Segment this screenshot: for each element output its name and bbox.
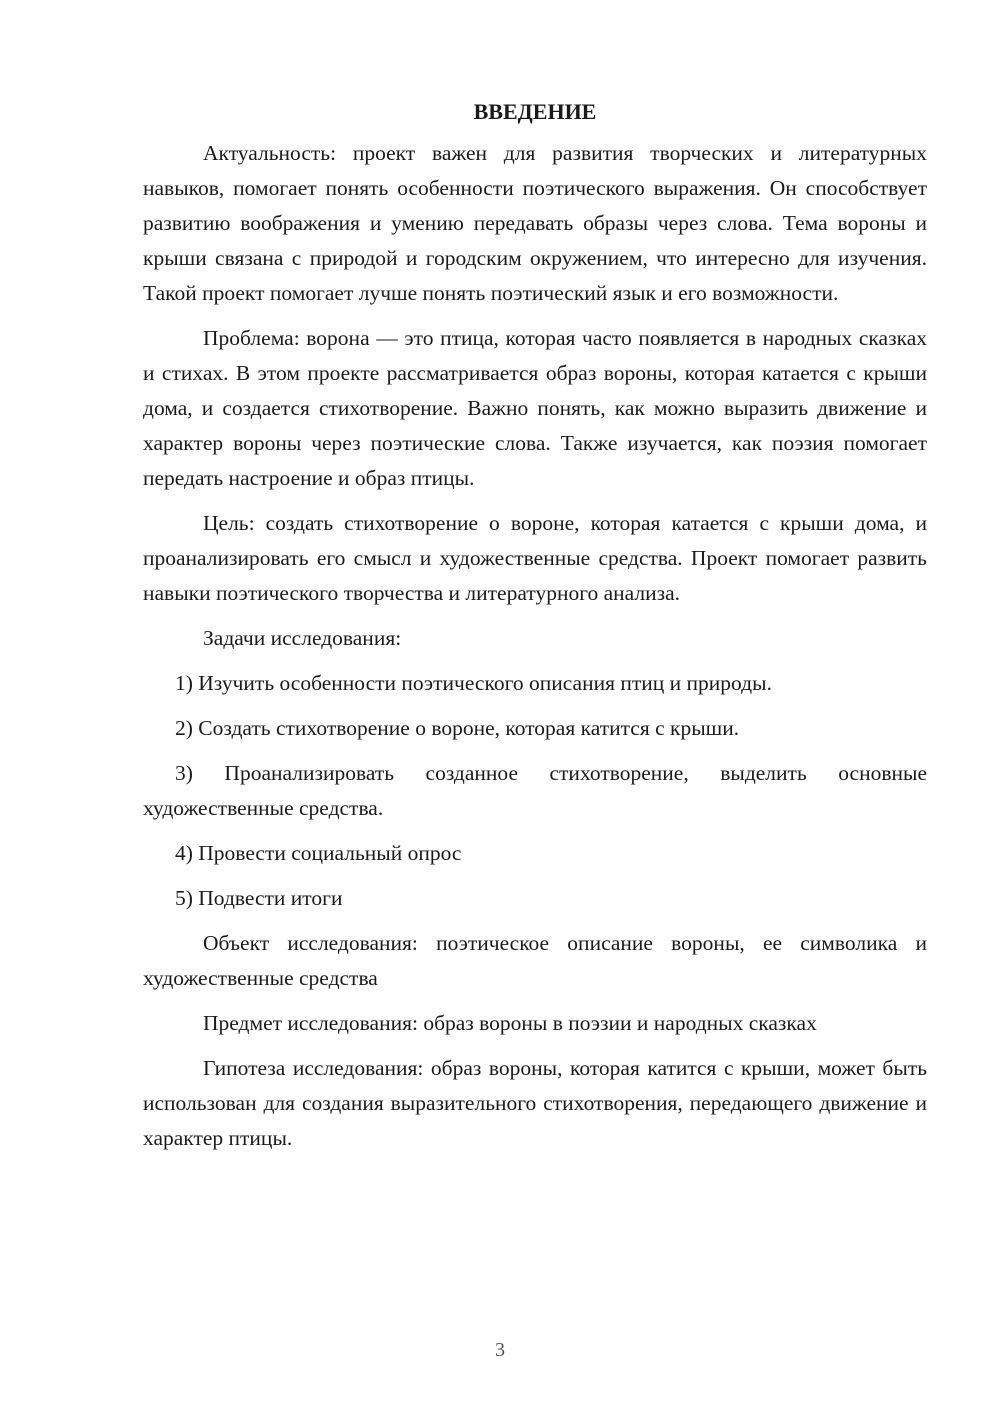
- page-number: 3: [495, 1339, 505, 1361]
- document-body: [143, 96, 927, 1166]
- problem-paragraph: Проблема: ворона — это птица, которая часто появляется в народных сказках и стихах. В этом проекте рассматривается образ вороны, которая катается с крыши дома, и создается стихотворение. Важно понять, как можно выразить движение и характер вороны через поэтические слова. Также изучается, как поэзия помогает передать настроение и образ птицы.: [143, 326, 927, 490]
- task-item: 3) Проанализировать созданное стихотворение, выделить основные художественные средства.: [143, 761, 927, 820]
- hypothesis-paragraph: Гипотеза исследования: образ вороны, которая катится с крыши, может быть использован для создания выразительного стихотворения, передающего движение и характер птицы.: [143, 1056, 927, 1150]
- relevance-paragraph: Актуальность: проект важен для развития творческих и литературных навыков, помогает понять особенности поэтического выражения. Он способствует развитию воображения и умению передавать образы через слова. Тема вороны и крыши связана с природой и городским окружением, что интересно для изучения. Такой проект помогает лучше понять поэтический язык и его возможности.: [143, 141, 927, 305]
- task-item: 2) Создать стихотворение о вороне, которая катится с крыши.: [175, 716, 740, 740]
- task-item: 5) Подвести итоги: [175, 886, 343, 910]
- task-item: 1) Изучить особенности поэтического описания птиц и природы.: [175, 671, 772, 695]
- object-paragraph: Объект исследования: поэтическое описание вороны, ее символика и художественные средства: [143, 931, 927, 990]
- tasks-list: [143, 666, 927, 916]
- tasks-heading: Задачи исследования:: [203, 626, 402, 650]
- goal-paragraph: Цель: создать стихотворение о вороне, которая катается с крыши дома, и проанализировать его смысл и художественные средства. Проект помогает развить навыки поэтического творчества и литературного анализа.: [143, 511, 927, 605]
- task-item: 4) Провести социальный опрос: [175, 841, 462, 865]
- page-title: ВВЕДЕНИЕ: [473, 99, 597, 124]
- subject-paragraph: Предмет исследования: образ вороны в поэзии и народных сказках: [203, 1011, 817, 1035]
